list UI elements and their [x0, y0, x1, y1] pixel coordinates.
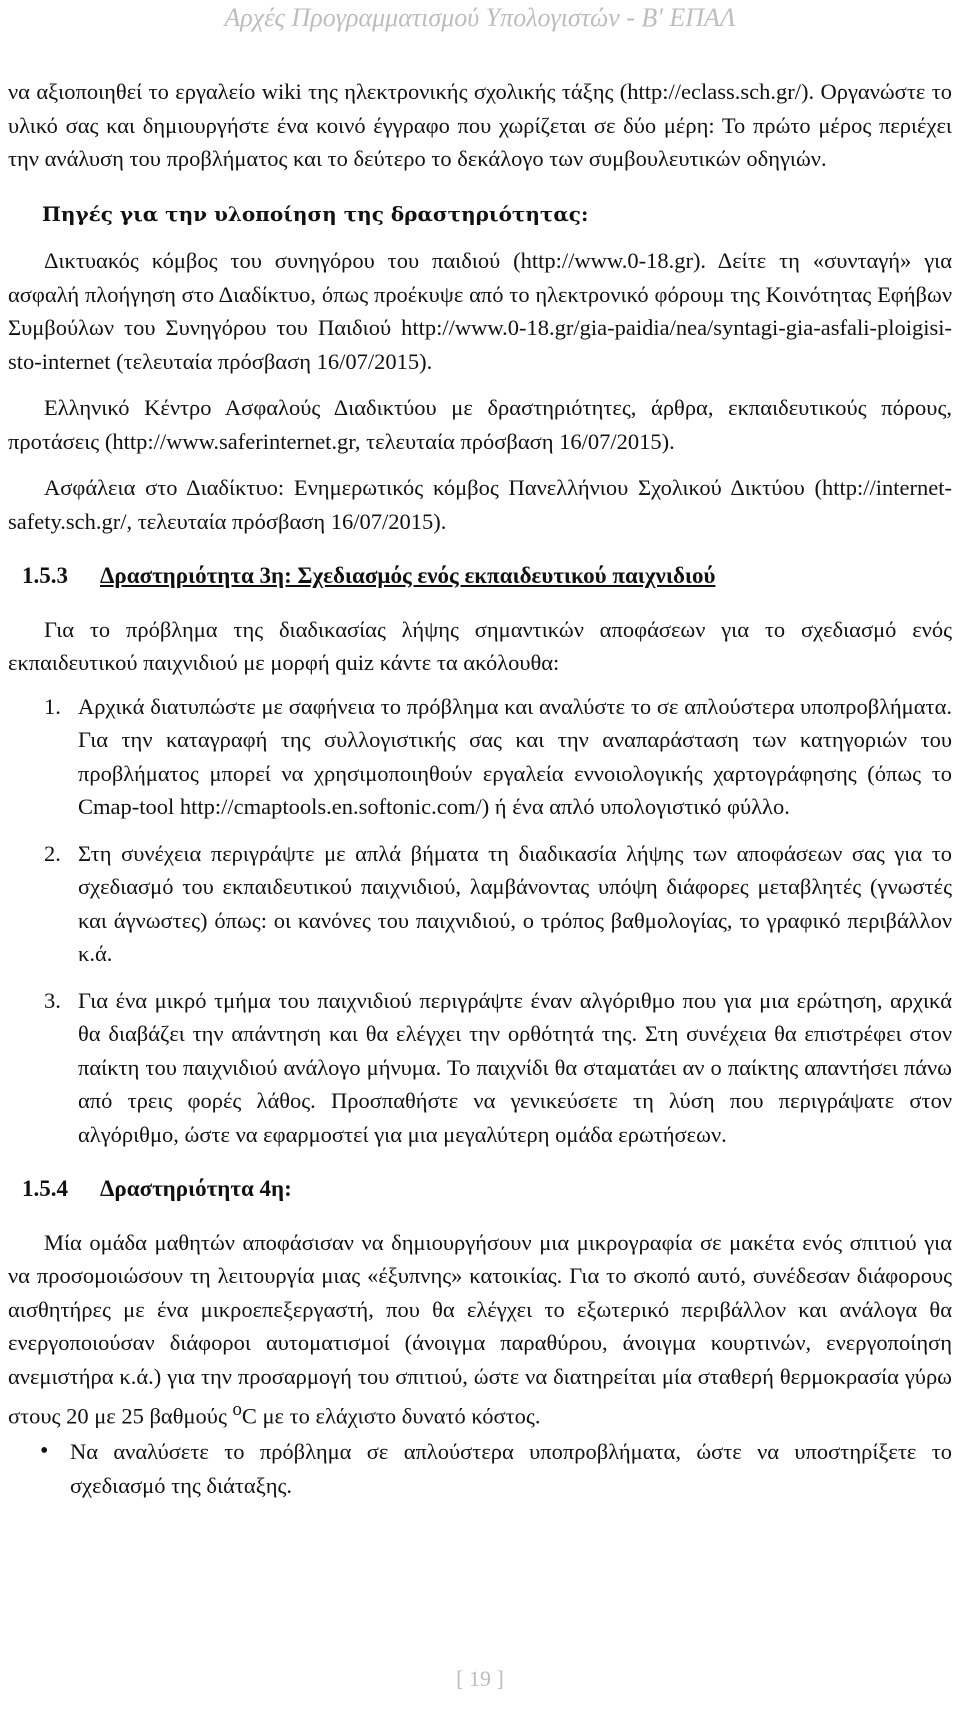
- section-heading-1-5-3: [22, 560, 952, 593]
- list-item: [8, 984, 952, 1152]
- sources-heading: Πηγές για την υλοποίηση της δραστηριότητας:: [42, 201, 589, 226]
- list-item: [8, 1435, 952, 1502]
- list-marker: 1.: [44, 693, 61, 719]
- list-item-text: Αρχικά διατυπώστε με σαφήνεια το πρόβλημα και αναλύστε το σε απλούστερα υποπροβλήματα. Για την καταγραφή της συλλογιστικής σας και την αναπαράσταση των κατηγοριών του προβλήματος μπορεί να χρησιμοποιηθούν εργαλεία εννοιολογικής χαρτογράφησης (όπως το Cmap-tool http://cmaptools.en.softonic.com/) ή ένα απλό υπολογιστικό φύλλο.: [78, 693, 952, 819]
- section-paragraph: [8, 1226, 952, 1434]
- bullet-list: [8, 1435, 952, 1502]
- page-content: [0, 75, 960, 1502]
- list-item: [8, 690, 952, 824]
- source-item: Ελληνικό Κέντρο Ασφαλούς Διαδικτύου με δραστηριότητες, άρθρα, εκπαιδευτικούς πόρους, προτάσεις (http://www.saferinternet.gr, τελευταία πρόσβαση 16/07/2015).: [8, 395, 952, 454]
- section-title: Δραστηριότητα 3η: Σχεδιασμός ενός εκπαιδευτικού παιχνιδιού: [100, 563, 716, 588]
- source-item: Ασφάλεια στο Διαδίκτυο: Ενημερωτικός κόμβος Πανελλήνιου Σχολικού Δικτύου (http://internet-safety.sch.gr/, τελευταία πρόσβαση 16/07/2015).: [8, 475, 952, 534]
- page-number: [ 19 ]: [456, 1666, 504, 1691]
- list-item-text: Στη συνέχεια περιγράψτε με απλά βήματα τη διαδικασία λήψης των αποφάσεων σας για το σχεδιασμό του εκπαιδευτικού παιχνιδιού, λαμβάνοντας υπόψη διάφορες μεταβλητές (γνωστές και άγνωστες) όπως: οι κανόνες του παιχνιδιού, ο τρόπος βαθμολογίας, το γραφικό περιβάλλον κ.ά.: [78, 840, 952, 966]
- paragraph-text: Μία ομάδα μαθητών αποφάσισαν να δημιουργήσουν μια μικρογραφία σε μακέτα ενός σπιτιού για να προσομοιώσουν τη λειτουργία μιας «έξυπνης» κατοικίας. Για το σκοπό αυτό, συνέδεσαν διάφορους αισθητήρες με ένα μικροεπεξεργαστή, που θα ελέγχει το εξωτερικό περιβάλλον και ανάλογα θα ενεργοποιούσαν διάφοροι αυτοματισμοί (άνοιγμα παραθύρου, άνοιγμα κουρτινών, ενεργοποίηση ανεμιστήρα κ.ά.) για την προσαρμογή του σπιτιού, ώστε να διατηρείται μία σταθερή θερμοκρασία γύρω στους 20 με 25 βαθμούς: [8, 1229, 952, 1429]
- paragraph-text-end: C με το ελάχιστο δυνατό κόστος.: [241, 1403, 541, 1429]
- running-header: Αρχές Προγραμματισμού Υπολογιστών - Β' ΕΠΑΛ: [224, 3, 736, 32]
- section-heading-1-5-4: [22, 1173, 952, 1206]
- steps-list: [8, 690, 952, 1152]
- section-title: Δραστηριότητα 4η:: [100, 1176, 292, 1201]
- list-item: [8, 837, 952, 971]
- section-number: 1.5.4: [22, 1176, 68, 1201]
- list-item-text: Για ένα μικρό τμήμα του παιχνιδιού περιγράψτε έναν αλγόριθμο που για μια ερώτηση, αρχικά θα διαβάζει την απάντηση και θα ελέγχει την ορθότητά της. Στη συνέχεια θα επιστρέφει στον παίκτη του παιχνιδιού ανάλογο μήνυμα. Το παιχνίδι θα σταματάει αν ο παίκτης απαντήσει πάνω από τρεις φορές λάθος. Προσπαθήστε να γενικεύσετε τη λύση που περιγράψατε στον αλγόριθμο, ώστε να εφαρμοστεί για μια μεγαλύτερη ομάδα ερωτήσεων.: [78, 987, 952, 1147]
- list-item-text: Να αναλύσετε το πρόβλημα σε απλούστερα υποπροβλήματα, ώστε να υποστηρίξετε το σχεδιασμό της διάταξης.: [70, 1439, 952, 1498]
- source-item: Δικτυακός κόμβος του συνηγόρου του παιδιού (http://www.0-18.gr). Δείτε τη «συνταγή» για ασφαλή πλοήγηση στο Διαδίκτυο, όπως προέκυψε από το ηλεκτρονικό φόρουμ της Κοινότητας Εφήβων Συμβούλων του Συνηγόρου του Παιδιού http://www.0-18.gr/gia-paidia/nea/syntagi-gia-asfali-ploigisi-sto-internet (τελευταία πρόσβαση 16/07/2015).: [8, 248, 952, 374]
- section-intro: Για το πρόβλημα της διαδικασίας λήψης σημαντικών αποφάσεων για το σχεδιασμό ενός εκπαιδευτικού παιχνιδιού με μορφή quiz κάντε τα ακόλουθα:: [8, 616, 952, 675]
- degree-superscript: ο: [232, 1399, 242, 1420]
- list-marker: 3.: [44, 987, 61, 1013]
- bullet-icon: •: [40, 1438, 49, 1464]
- intro-paragraph: να αξιοποιηθεί το εργαλείο wiki της ηλεκτρονικής σχολικής τάξης (http://eclass.sch.gr/). Οργανώστε το υλικό σας και δημιουργήστε ένα κοινό έγγραφο που χωρίζεται σε δύο μέρη: Το πρώτο μέρος περιέχει την ανάλυση του προβλήματος και το δεύτερο το δεκάλογο των συμβουλευτικών οδηγιών.: [8, 79, 952, 171]
- section-number: 1.5.3: [22, 563, 68, 588]
- list-marker: 2.: [44, 840, 61, 866]
